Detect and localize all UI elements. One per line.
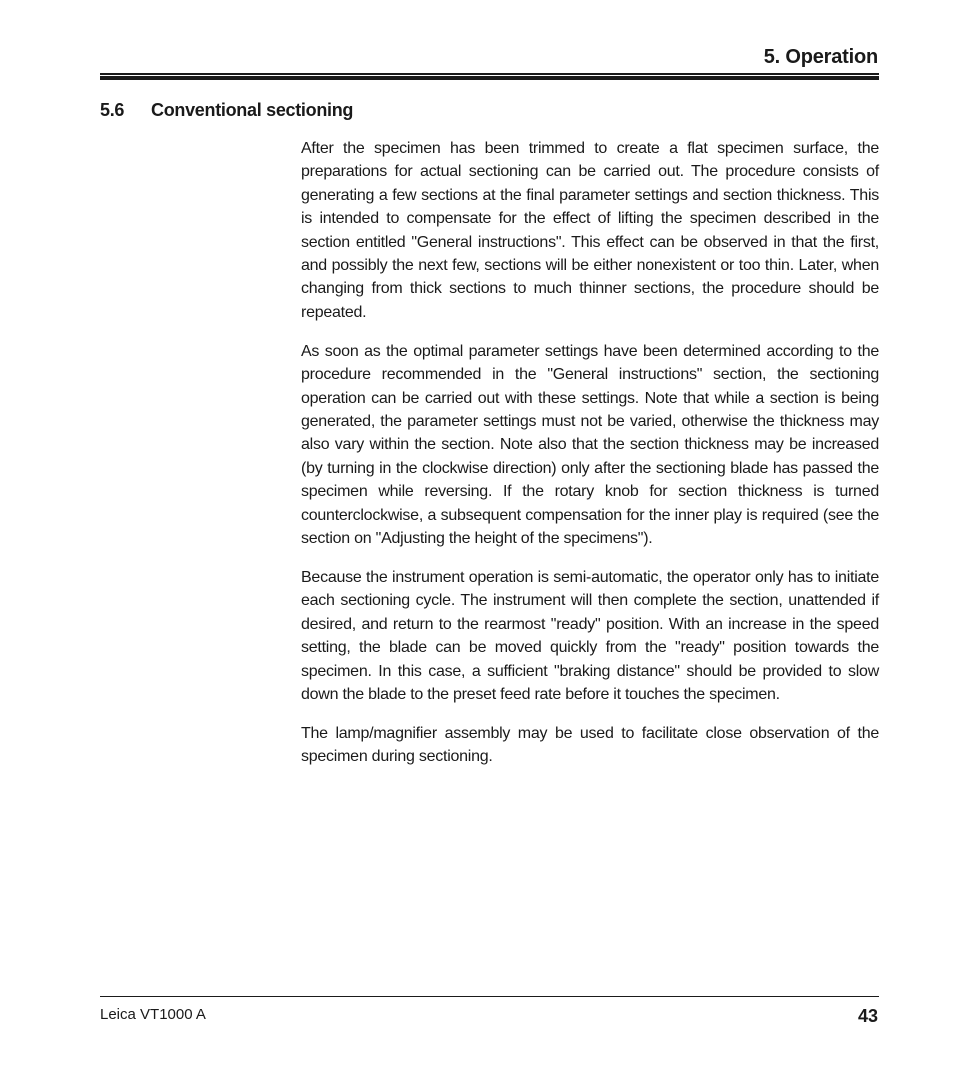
section-number: 5.6 bbox=[100, 100, 125, 120]
body-text bbox=[301, 137, 879, 784]
paragraph: Because the instrument operation is semi-automatic, the operator only has to initiate each sectioning cycle. The instrument will then complete the section, unattended if desired, and return to the rearmost "ready" position. With an increase in the speed setting, the blade can be moved quickly from the "ready" position towards the specimen. In this case, a sufficient "braking distance" should be provided to slow down the blade to the preset feed rate before it touches the specimen. bbox=[301, 568, 879, 703]
paragraph: The lamp/magnifier assembly may be used to facilitate close observation of the specimen during sectioning. bbox=[301, 724, 879, 766]
paragraph: As soon as the optimal parameter settings have been determined according to the procedure recommended in the "General instructions" section, the sectioning operation can be carried out with these settings. Note that while a section is being generated, the parameter settings must not be varied, otherwise the thickness may also vary within the section. Note also that the section thickness may be increased (by turning in the clockwise direction) only after the sectioning blade has passed the specimen while reversing. If the rotary knob for section thickness is turned counterclockwise, a subsequent compensation for the inner play is required (see the section on "Adjusting the height of the specimens"). bbox=[301, 342, 879, 547]
chapter-title: 5. Operation bbox=[763, 46, 878, 68]
footer-product-name: Leica VT1000 A bbox=[100, 1006, 206, 1023]
paragraph: After the specimen has been trimmed to create a flat specimen surface, the preparations for actual sectioning can be carried out. The procedure consists of generating a few sections at the final parameter settings and section thickness. This is intended to compensate for the effect of lifting the specimen described in the section entitled "General instructions". This effect can be observed in that the first, and possibly the next few, sections will be either nonexistent or too thin. Later, when changing from thick sections to much thinner sections, the procedure should be repeated. bbox=[301, 140, 879, 321]
page-number: 43 bbox=[857, 1006, 878, 1026]
section-heading bbox=[100, 100, 353, 121]
header-rule-thick bbox=[100, 76, 879, 80]
header-rule bbox=[100, 73, 879, 75]
footer-rule bbox=[100, 996, 879, 997]
section-title: Conventional sectioning bbox=[151, 100, 354, 120]
